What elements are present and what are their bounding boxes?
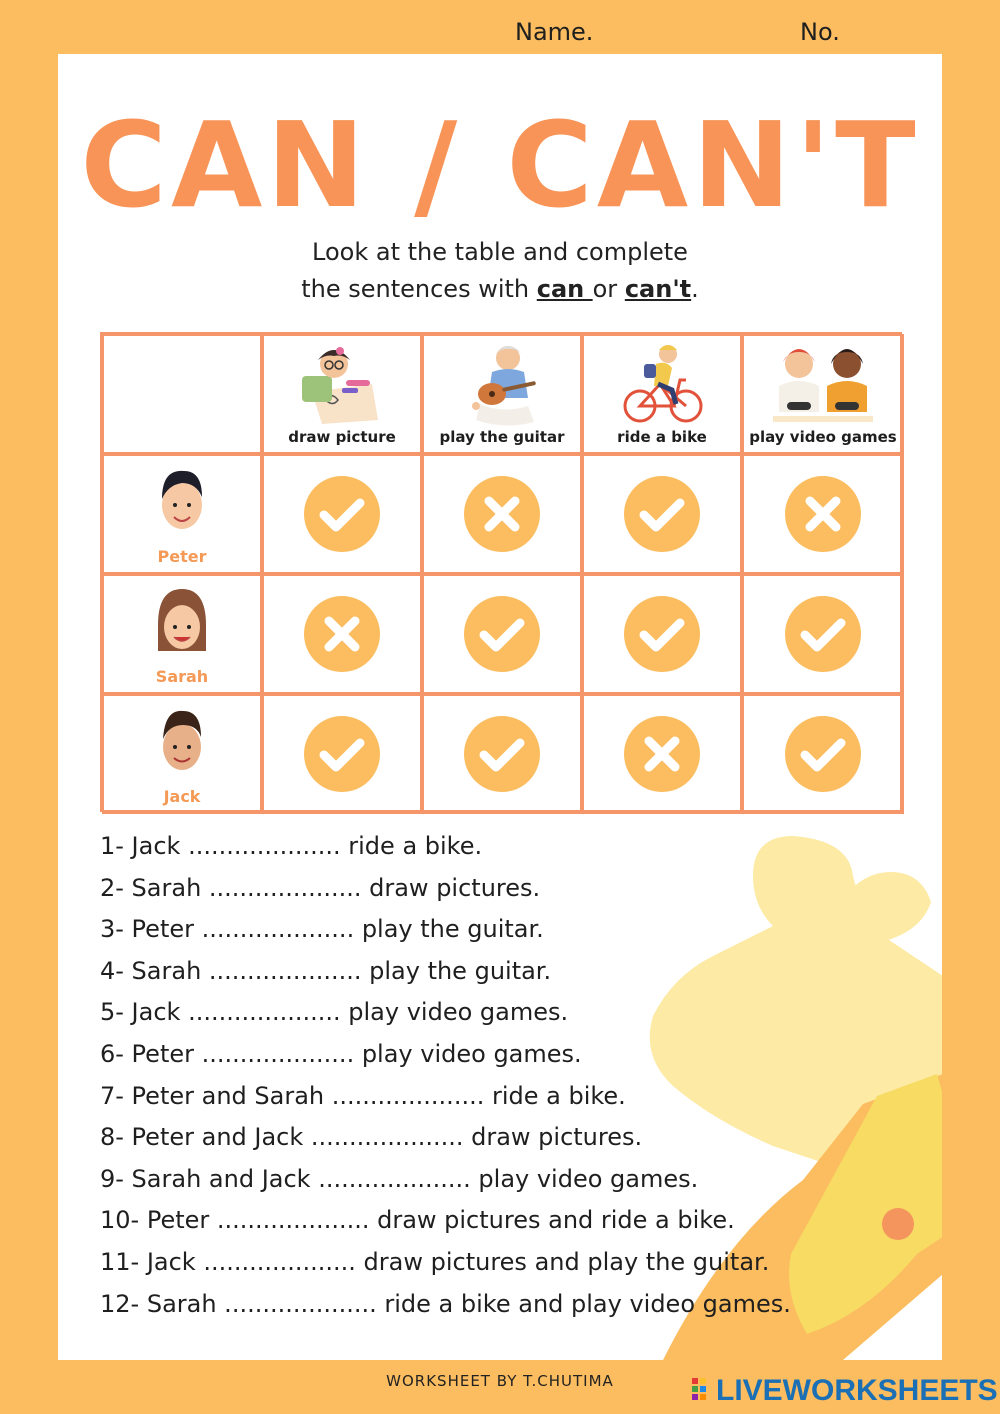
- man-face-icon: [152, 705, 212, 781]
- footer-credit: WORKSHEET BY T.CHUTIMA: [386, 1372, 614, 1390]
- table-corner-cell: [102, 334, 262, 454]
- activity-header-bike: [582, 334, 742, 454]
- mark-cell: [742, 574, 904, 694]
- instructions: [58, 234, 942, 308]
- number-label: No.: [800, 18, 840, 46]
- activity-label: ride a bike: [617, 428, 707, 446]
- mark-cell: [582, 574, 742, 694]
- sentence-item: 7- Peter and Sarah .................... ride a bike.: [100, 1081, 626, 1110]
- check-mark-icon: [462, 594, 542, 674]
- sentence-item: 5- Jack .................... play video games.: [100, 998, 569, 1027]
- instructions-line-2: [58, 271, 942, 308]
- girl-face-icon: [152, 585, 212, 661]
- bike-rider-icon: [602, 342, 722, 426]
- sentence-item: 12- Sarah .................... ride a bike and play video games.: [100, 1289, 791, 1318]
- mark-cell: [262, 574, 422, 694]
- cross-mark-icon: [302, 594, 382, 674]
- person-cell-sarah: [102, 574, 262, 694]
- mark-cell: [742, 694, 904, 814]
- sentence-item: 8- Peter and Jack .................... draw pictures.: [100, 1123, 643, 1152]
- person-name: Sarah: [155, 667, 209, 686]
- activity-header-games: [742, 334, 904, 454]
- gamers-icon: [763, 342, 883, 426]
- check-mark-icon: [302, 474, 382, 554]
- guitar-player-icon: [442, 342, 562, 426]
- liveworksheets-logo[interactable]: [692, 1374, 998, 1408]
- sentence-item: 4- Sarah .................... play the guitar.: [100, 956, 552, 985]
- sentence-item: 10- Peter .................... draw pictures and ride a bike.: [100, 1206, 735, 1235]
- cross-mark-icon: [462, 474, 542, 554]
- worksheet-page: [58, 54, 942, 1360]
- cross-mark-icon: [622, 714, 702, 794]
- activity-header-draw: [262, 334, 422, 454]
- ability-table: [100, 332, 902, 812]
- sentence-item: 11- Jack .................... draw pictures and play the guitar.: [100, 1247, 770, 1276]
- sentence-item: 6- Peter .................... play video games.: [100, 1039, 582, 1068]
- instructions-pre: the sentences with: [301, 275, 537, 303]
- mark-cell: [582, 454, 742, 574]
- check-mark-icon: [622, 474, 702, 554]
- mark-cell: [422, 574, 582, 694]
- keyword-can: can: [536, 275, 593, 303]
- activity-label: draw picture: [288, 428, 396, 446]
- keyword-cant: can't: [624, 275, 692, 303]
- drawing-girl-icon: [282, 342, 402, 426]
- check-mark-icon: [783, 714, 863, 794]
- sentence-item: 2- Sarah .................... draw pictures.: [100, 873, 541, 902]
- mark-cell: [742, 454, 904, 574]
- activity-label: play the guitar: [439, 428, 565, 446]
- mark-cell: [582, 694, 742, 814]
- instructions-end: .: [691, 275, 699, 303]
- check-mark-icon: [622, 594, 702, 674]
- mark-cell: [262, 694, 422, 814]
- activity-label: play video games: [749, 428, 897, 446]
- name-label: Name.: [515, 18, 594, 46]
- cross-mark-icon: [783, 474, 863, 554]
- page-title: CAN / CAN'T: [80, 96, 920, 234]
- sentence-item: 3- Peter .................... play the guitar.: [100, 915, 544, 944]
- sentences-list: [100, 826, 900, 1325]
- sentence-item: 9- Sarah and Jack .................... play video games.: [100, 1164, 699, 1193]
- person-name: Peter: [157, 547, 207, 566]
- instructions-line-1: Look at the table and complete: [312, 238, 688, 266]
- person-cell-peter: [102, 454, 262, 574]
- check-mark-icon: [462, 714, 542, 794]
- liveworksheets-logo-icon: [692, 1378, 714, 1404]
- instructions-mid: or: [592, 275, 625, 303]
- person-name: Jack: [163, 787, 201, 806]
- mark-cell: [262, 454, 422, 574]
- check-mark-icon: [302, 714, 382, 794]
- activity-header-guitar: [422, 334, 582, 454]
- mark-cell: [422, 454, 582, 574]
- liveworksheets-brand-text: LIVEWORKSHEETS: [716, 1374, 998, 1407]
- mark-cell: [422, 694, 582, 814]
- check-mark-icon: [783, 594, 863, 674]
- person-cell-jack: [102, 694, 262, 814]
- boy-face-icon: [152, 465, 212, 541]
- sentence-item: 1- Jack .................... ride a bike.: [100, 832, 483, 860]
